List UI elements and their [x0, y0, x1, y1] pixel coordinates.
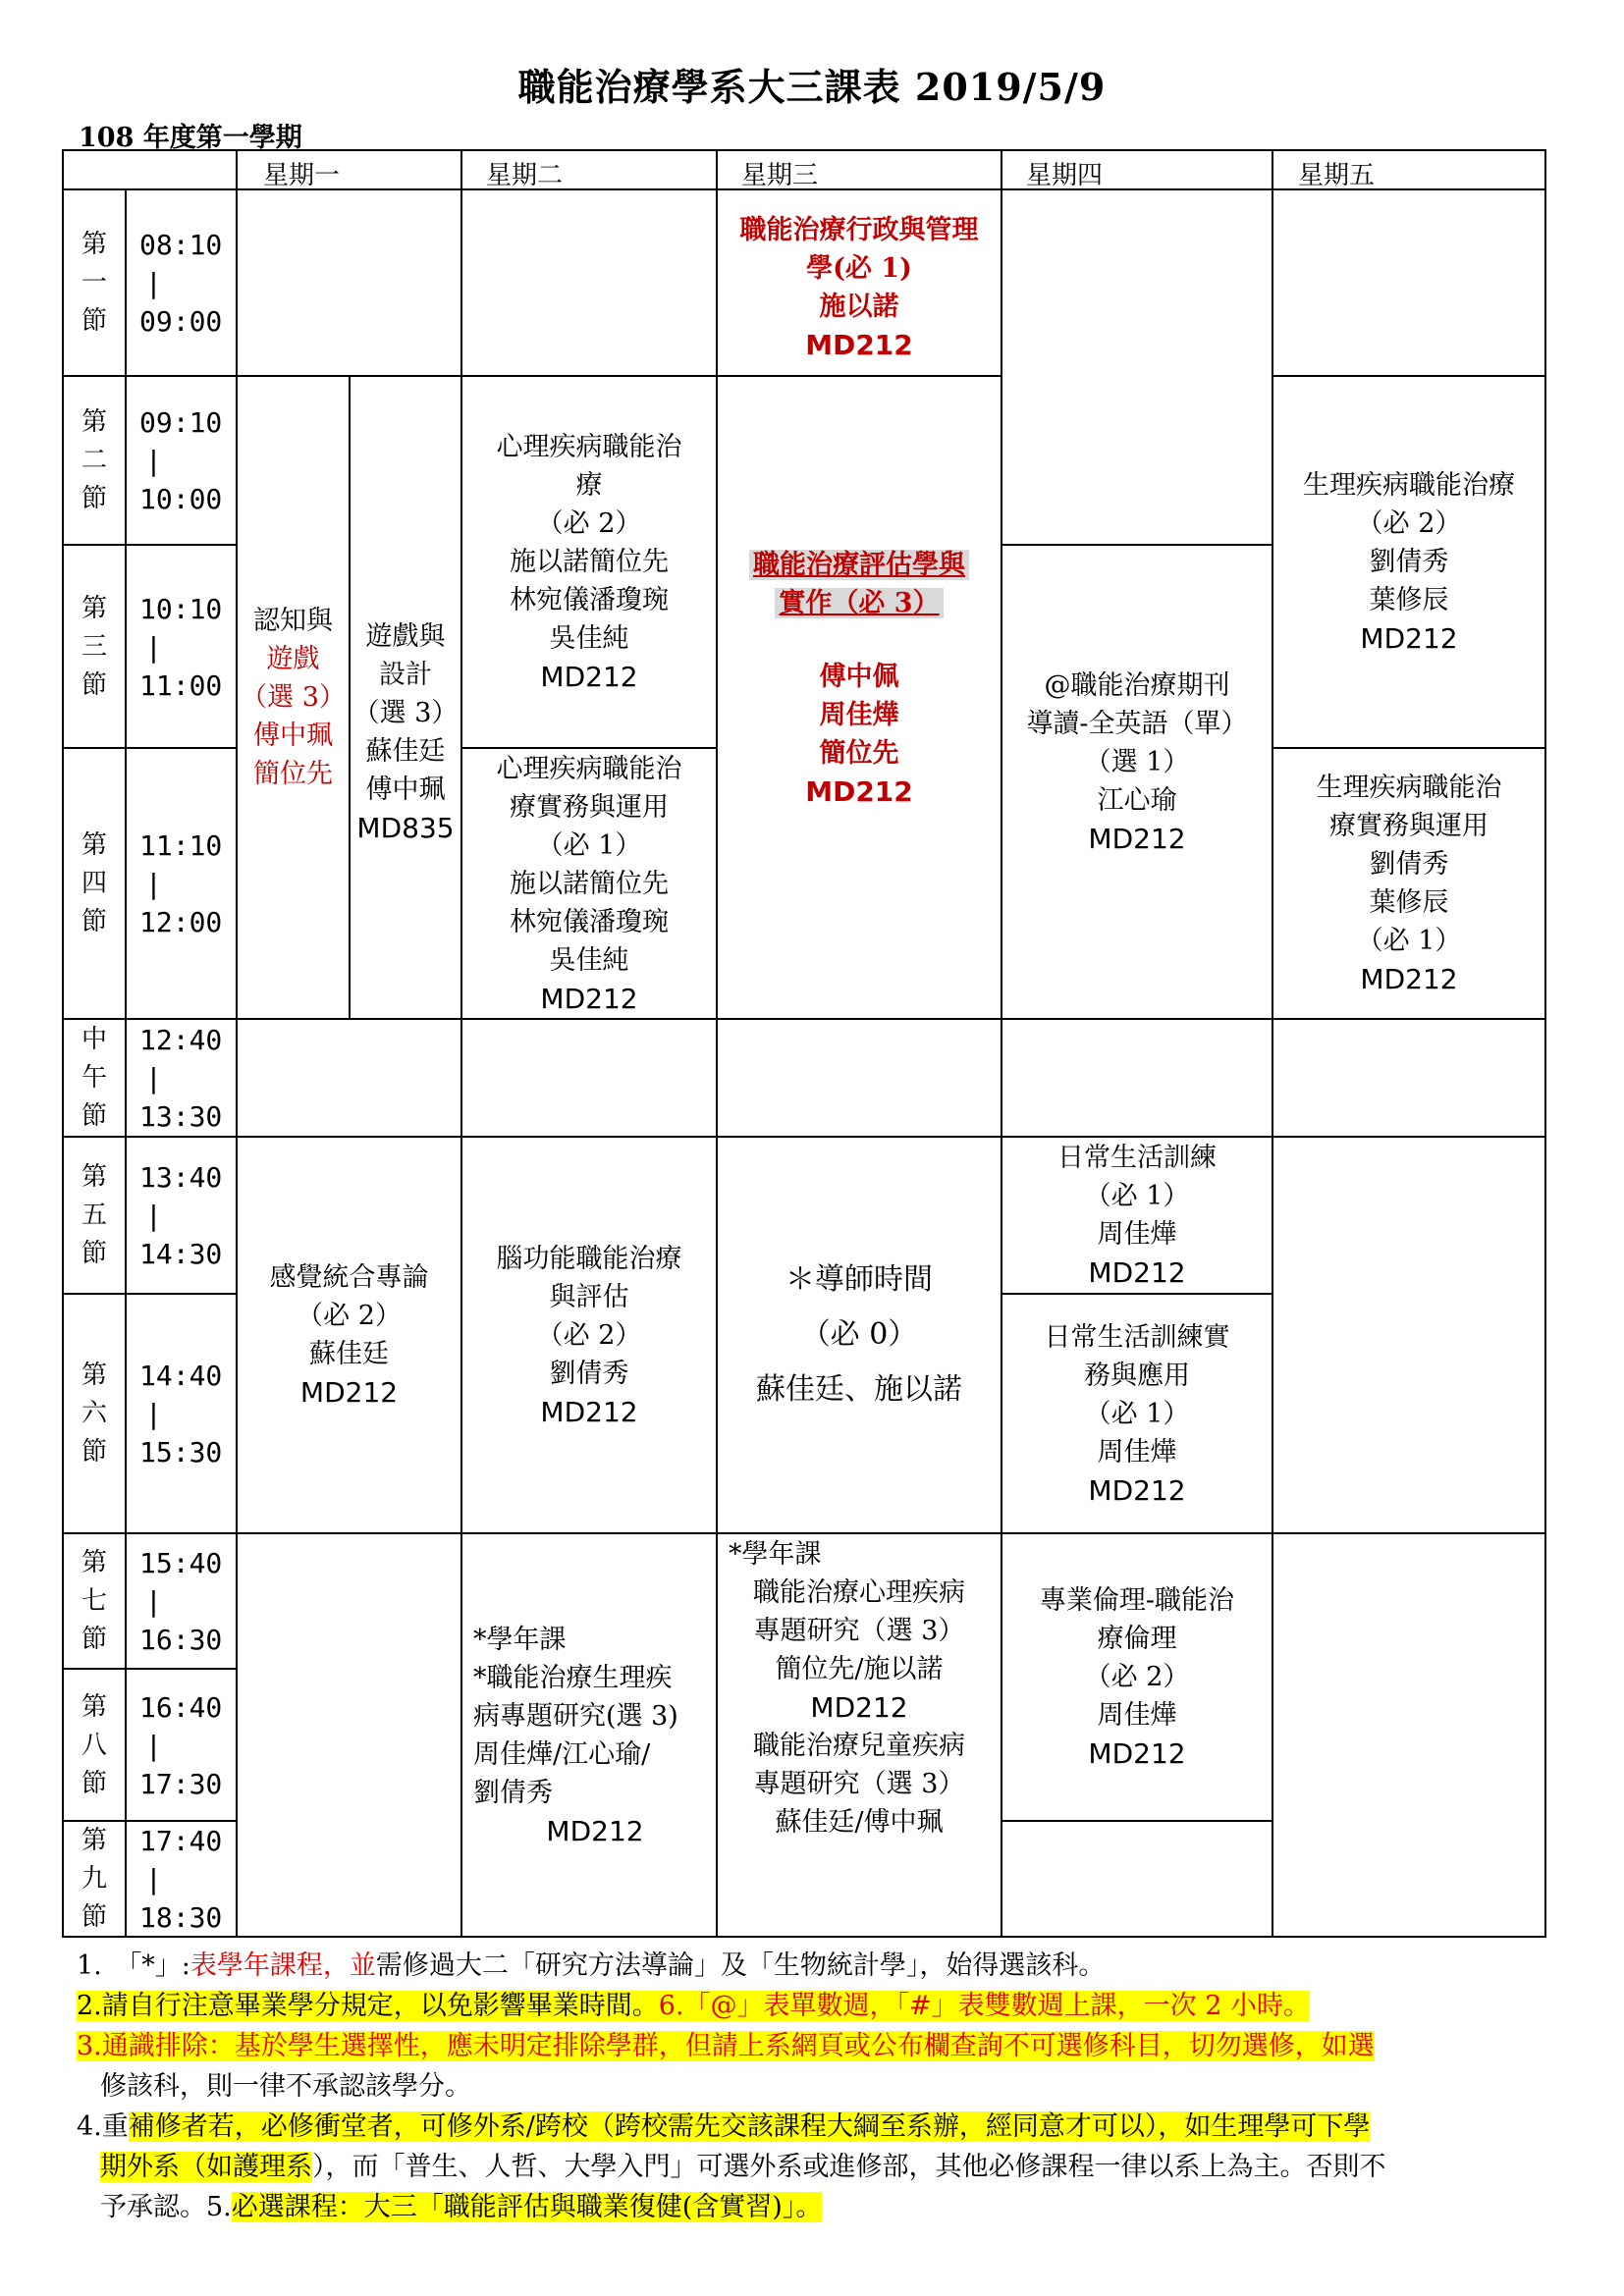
course-wed-p2to4 [717, 376, 1001, 1019]
course-name-line: 務與應用 [1084, 1360, 1190, 1391]
note-4-cont [77, 2147, 1569, 2187]
period-end: 15:30 [139, 1436, 223, 1468]
period-number-char: 節 [81, 306, 107, 336]
course-credit: （必 2） [536, 508, 642, 539]
period-number-char: 九 [81, 1864, 107, 1894]
course-mon-p2to4-a [237, 376, 350, 1019]
course-name-line: 病專題研究(選 3) [473, 1700, 678, 1732]
course-name-line: 感覺統合專論 [269, 1262, 429, 1293]
course-teacher: 劉倩秀 [1369, 849, 1449, 880]
course-name-line: 心理疾病職能治 [496, 432, 682, 462]
period-end: 16:30 [139, 1624, 223, 1656]
course-teacher: 傅中珮 [365, 774, 446, 805]
period-time [139, 1021, 222, 1136]
course-fri-p4 [1272, 748, 1545, 1019]
period-separator: | [145, 445, 162, 477]
period-number-char: 第 [81, 593, 107, 623]
note-text: 6.「@」表單數週，「#」表雙數週上課，一次 2 小時。 [658, 1991, 1310, 2021]
period-number [80, 1021, 109, 1136]
period-separator: | [145, 1585, 162, 1618]
course-wed-p1 [717, 199, 1001, 376]
course-room: MD212 [805, 774, 913, 808]
period-number [80, 1158, 109, 1273]
day-header-tue: 星期二 [486, 161, 564, 190]
course-teacher: 蘇佳廷/傅中珮 [775, 1807, 944, 1838]
period-number-char: 節 [81, 1625, 107, 1654]
course-name-line: 療倫理 [1097, 1624, 1177, 1654]
course-tue-p7to9 [473, 1533, 717, 1937]
period-time [139, 403, 222, 518]
period-number [80, 226, 109, 341]
course-teacher: 施以諾簡位先 [510, 547, 669, 577]
course-name-line: 腦功能職能治療 [496, 1243, 682, 1274]
course-wed-p5to6 [717, 1137, 1001, 1533]
course-name-line: 實作（必 3） [775, 588, 943, 618]
course-credit: （必 1） [1356, 926, 1462, 956]
course-credit: （必 2） [1356, 508, 1462, 539]
course-name-line: 職能治療心理疾病 [753, 1577, 965, 1608]
course-name-line: 導讀-全英語（單） [1026, 709, 1248, 739]
course-room: MD212 [1088, 1473, 1186, 1507]
note-1 [77, 1946, 1569, 1986]
note-text: 需修過大二「研究方法導論」及「生物統計學」，始得選該科。 [375, 1950, 1106, 1981]
course-name-line: 日常生活訓練 [1057, 1143, 1217, 1173]
course-teacher: 簡位先 [253, 759, 333, 789]
period-start: 10:10 [139, 592, 223, 625]
day-header-mon: 星期一 [263, 161, 341, 190]
course-room: MD212 [805, 329, 913, 361]
course-credit: （選 3） [352, 697, 459, 728]
period-start: 11:10 [139, 829, 223, 862]
period-time [139, 1822, 222, 1937]
course-tue-p2to3 [461, 376, 717, 748]
course-teacher: 葉修辰 [1369, 887, 1449, 918]
period-number-char: 節 [81, 1101, 107, 1131]
note-4-cont2 [77, 2187, 1569, 2227]
period-number-char: 一 [81, 268, 107, 297]
course-teacher: 傅中珮 [253, 721, 333, 751]
course-mon-p2to4-b [350, 376, 461, 1019]
course-mon-p5to6 [237, 1137, 461, 1533]
course-thu-p3to4 [1001, 545, 1272, 1019]
period-number-char: 節 [81, 1437, 107, 1467]
period-number-char: 節 [81, 669, 107, 700]
course-credit: （必 1） [536, 829, 642, 861]
note-text: 2.請自行注意畢業學分規定，以免影響畢業時間。 [77, 1991, 659, 2021]
period-time [139, 827, 222, 941]
period-end: 13:30 [139, 1100, 223, 1133]
period-number-char: 第 [81, 407, 107, 437]
page-title: 職能治療學系大三課表 2019/5/9 [517, 65, 1107, 109]
period-number-char: 節 [81, 1239, 107, 1268]
course-credit: （必 1） [1084, 1398, 1190, 1429]
course-teacher: 傅中佩 [819, 661, 899, 692]
course-teacher: 蘇佳廷、施以諾 [756, 1372, 962, 1407]
course-teacher: 蘇佳廷 [309, 1339, 389, 1369]
course-teacher: 周佳燁 [1097, 1700, 1177, 1731]
period-number-char: 第 [81, 230, 107, 259]
course-name-line: *職能治療生理疾 [473, 1662, 673, 1693]
period-number [80, 1544, 109, 1659]
course-teacher: 周佳燁 [1097, 1219, 1177, 1250]
period-separator: | [145, 1729, 162, 1762]
period-time [139, 226, 222, 341]
course-credit: （必 0） [800, 1317, 918, 1352]
period-number-char: 節 [81, 1768, 107, 1798]
period-end: 18:30 [139, 1901, 223, 1934]
note-text: 補修者若，必修衝堂者，可修外系/跨校（跨校需先交該課程大綱至系辦，經同意才可以），如生理學可下學 [128, 2111, 1371, 2142]
period-number-char: 八 [81, 1730, 107, 1760]
note-text: ），而「普生、人哲、大學入門」可選外系或進修部，其他必修課程一律以系上為主。否則不 [312, 2152, 1386, 2182]
course-teacher: 林宛儀潘瓊琬 [510, 906, 669, 937]
course-room: MD212 [540, 661, 638, 693]
course-name-line: ＊導師時間 [785, 1262, 933, 1297]
period-end: 10:00 [139, 483, 223, 515]
period-number [80, 403, 109, 518]
period-separator: | [145, 1062, 162, 1095]
period-number-char: 節 [81, 1902, 107, 1932]
course-tue-p5to6 [461, 1137, 717, 1533]
period-number-char: 第 [81, 1361, 107, 1390]
course-teacher: 江心瑜 [1097, 785, 1177, 816]
period-number [80, 1357, 109, 1471]
period-number [80, 590, 109, 705]
period-number-char: 二 [81, 446, 107, 475]
note-3 [77, 2026, 1569, 2066]
course-tue-p4 [461, 748, 717, 1019]
period-number-char: 七 [81, 1586, 107, 1616]
course-name-line: 心理疾病職能治 [496, 753, 682, 784]
period-end: 11:00 [139, 668, 223, 702]
course-name-line: 療實務與運用 [510, 791, 669, 823]
course-teacher: 施以諾 [819, 292, 899, 322]
period-separator: | [145, 630, 162, 664]
course-teacher: 簡位先/施以諾 [775, 1654, 944, 1684]
course-name-line: 生理疾病職能治 [1316, 773, 1502, 803]
period-number-char: 四 [81, 869, 107, 898]
course-teacher: 葉修辰 [1369, 585, 1449, 615]
course-teacher: 施以諾簡位先 [510, 868, 669, 899]
course-name-line: 專業倫理-職能治 [1039, 1585, 1235, 1616]
note-text: 表學年課程，並 [189, 1950, 376, 1981]
day-header-fri: 星期五 [1298, 161, 1376, 190]
period-number [80, 827, 109, 941]
period-separator: | [145, 1398, 162, 1430]
course-name-line: 日常生活訓練實 [1044, 1321, 1230, 1353]
period-number [80, 1688, 109, 1803]
note-2 [77, 1986, 1569, 2026]
period-start: 09:10 [139, 406, 223, 439]
course-room: MD212 [1088, 1256, 1186, 1289]
period-separator: | [145, 1200, 162, 1232]
course-teacher: 劉倩秀 [473, 1777, 553, 1808]
period-start: 15:40 [139, 1547, 223, 1579]
note-text: 予承認。5. [100, 2192, 232, 2222]
course-name-line: 與評估 [549, 1281, 629, 1312]
period-number-char: 第 [81, 1548, 107, 1577]
day-header-thu: 星期四 [1026, 161, 1104, 190]
period-number-char: 第 [81, 830, 107, 860]
period-time [139, 1688, 222, 1803]
course-room: MD212 [546, 1814, 644, 1847]
period-end: 17:30 [139, 1767, 223, 1800]
period-number-char: 中 [81, 1025, 107, 1054]
course-teacher: 周佳燁 [819, 699, 899, 730]
period-start: 16:40 [139, 1690, 223, 1724]
course-name-line: 療實務與運用 [1329, 811, 1489, 841]
course-name-line: 生理疾病職能治療 [1303, 470, 1515, 501]
period-number-char: 五 [81, 1201, 107, 1230]
course-credit: （必 2） [1084, 1662, 1190, 1692]
period-start: 08:10 [139, 229, 223, 261]
period-end: 09:00 [139, 305, 223, 338]
course-name-line: 專題研究（選 3） [753, 1616, 965, 1646]
note-4 [77, 2107, 1569, 2147]
course-note: *學年課 [473, 1624, 567, 1655]
period-end: 14:30 [139, 1238, 223, 1270]
course-room: MD212 [810, 1691, 908, 1724]
period-start: 12:40 [139, 1024, 223, 1056]
course-name-line: 認知與 [253, 606, 333, 636]
course-credit: （必 1） [1084, 1181, 1190, 1211]
course-teacher: 林宛儀潘瓊琬 [510, 585, 669, 615]
note-text: 期外系（如護理系 [100, 2152, 312, 2182]
note-text: 3.通識排除：基於學生選擇性，應未明定排除學群，但請上系網頁或公布欄查詢不可選修科目，切勿選修，如選 [77, 2031, 1375, 2061]
course-room: MD212 [1360, 622, 1458, 655]
course-name-line: 設計 [379, 659, 432, 690]
course-room: MD212 [540, 982, 638, 1015]
note-text: 1. 「*」: [77, 1950, 190, 1981]
course-name-line: 學(必 1) [806, 253, 912, 284]
course-room: MD212 [1360, 963, 1458, 995]
course-wed-p7to9 [717, 1535, 1001, 1937]
period-number-char: 午 [81, 1063, 107, 1093]
day-header-wed: 星期三 [741, 161, 819, 190]
course-teacher: 周佳燁/江心瑜/ [473, 1738, 651, 1770]
period-number-char: 第 [81, 1162, 107, 1192]
course-teacher: 劉倩秀 [1369, 547, 1449, 577]
period-number [80, 1822, 109, 1937]
note-text: 修該科，則一律不承認該學分。 [100, 2071, 471, 2102]
course-fri-p2to3 [1272, 376, 1545, 748]
course-teacher: 簡位先 [819, 737, 899, 769]
period-end: 12:00 [139, 906, 223, 938]
period-time [139, 590, 222, 705]
period-start: 14:40 [139, 1360, 223, 1392]
course-name-line: 職能治療兒童疾病 [753, 1731, 965, 1761]
course-thu-p5 [1001, 1137, 1272, 1294]
course-teacher: 劉倩秀 [549, 1358, 629, 1389]
course-thu-p7to8 [1001, 1533, 1272, 1821]
course-room: MD212 [540, 1395, 638, 1428]
course-room: MD212 [1088, 823, 1186, 855]
course-name-line: 專題研究（選 3） [753, 1769, 965, 1799]
course-thu-p6 [1001, 1294, 1272, 1533]
course-note: *學年課 [729, 1539, 822, 1570]
period-separator: | [145, 868, 162, 900]
course-teacher: 吳佳純 [549, 944, 629, 976]
period-time [139, 1544, 222, 1659]
period-number-char: 節 [81, 907, 107, 936]
period-separator: | [145, 1863, 162, 1896]
course-name-line: 遊戲 [266, 644, 320, 674]
course-credit: （選 3） [241, 682, 346, 713]
period-start: 17:40 [139, 1825, 223, 1857]
course-credit: （選 1） [1084, 747, 1190, 777]
course-teacher: 蘇佳廷 [365, 735, 446, 767]
course-credit: （必 2） [297, 1301, 402, 1331]
note-text: 4.重 [77, 2111, 129, 2142]
course-name-line: 遊戲與 [365, 620, 446, 652]
footnotes [77, 1946, 1569, 2227]
period-separator: | [145, 267, 162, 299]
period-number-char: 第 [81, 1691, 107, 1722]
period-number-char: 六 [81, 1399, 107, 1428]
period-time [139, 1158, 222, 1273]
note-text: 必選課程：大三「職能評估與職業復健(含實習)」。 [231, 2192, 823, 2222]
period-number-char: 節 [81, 484, 107, 513]
course-credit: （必 2） [536, 1319, 642, 1351]
semester-label: 108 年度第一學期 [79, 123, 302, 153]
period-time [139, 1357, 222, 1471]
course-teacher: 吳佳純 [549, 623, 629, 654]
note-3-cont [77, 2066, 1569, 2107]
period-number-char: 第 [81, 1826, 107, 1855]
course-room: MD835 [356, 811, 455, 844]
course-name-line: @職能治療期刊 [1044, 670, 1230, 701]
period-number-char: 三 [81, 631, 107, 662]
course-name-line: 職能治療評估學與 [749, 550, 969, 580]
course-teacher: 周佳燁 [1097, 1436, 1177, 1468]
course-name-line: 職能治療行政與管理 [739, 215, 979, 245]
course-room: MD212 [1088, 1737, 1186, 1770]
course-name-line: 療 [575, 470, 603, 501]
course-room: MD212 [299, 1376, 399, 1409]
period-start: 13:40 [139, 1161, 223, 1194]
